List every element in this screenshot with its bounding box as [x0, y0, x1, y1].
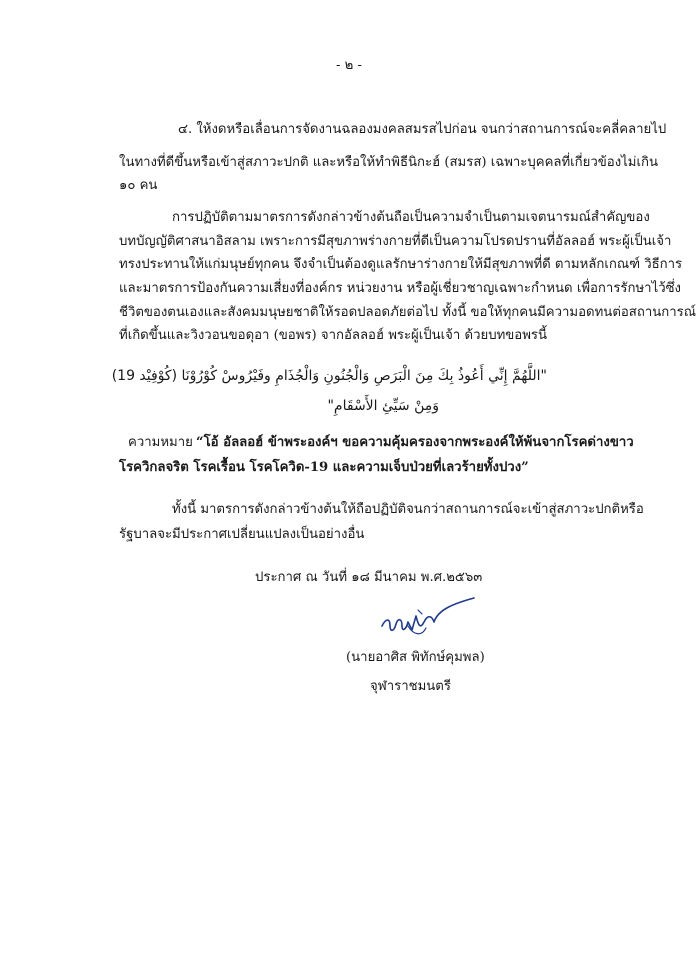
para2-line4: และมาตรการป้องกันความเสี่ยงที่องค์กร หน่วยงาน หรือผู้เชี่ยวชาญเฉพาะกำหนด เพื่อการรักษาไว้ซึ่ง: [119, 281, 682, 296]
para2-line5: ชีวิตของตนเองและสังคมมนุษยชาติให้รอดปลอดภัยต่อไป ทั้งนี้ ขอให้ทุกคนมีความอดทนต่อสถานการณ์: [119, 305, 696, 320]
para2-line2: บทบัญญัติศาสนาอิสลาม เพราะการมีสุขภาพร่างกายที่ดีเป็นความโปรดปรานที่อัลลอฮ์ พระผู้เป็นเจ้า: [119, 234, 672, 249]
para3-line1: ทั้งนี้ มาตรการดังกล่าวข้างต้นให้ถือปฏิบัติจนกว่าสถานการณ์จะเข้าสู่สภาวะปกติหรือ: [172, 502, 644, 517]
meaning-label: ความหมาย: [128, 435, 193, 450]
signer-title: จุฬาราชมนตรี: [370, 679, 451, 694]
meaning-line2: โรควิกลจริต โรคเรื้อน โรคโควิด-19 และความเจ็บป่วยที่เลวร้ายทั้งปวง”: [119, 460, 529, 475]
item4-line1: ๔. ให้งดหรือเลื่อนการจัดงานฉลองมงคลสมรสไปก่อน จนกว่าสถานการณ์จะคลี่คลายไป: [178, 122, 667, 137]
signer-name: (นายอาศิส พิทักษ์คุมพล): [346, 650, 485, 665]
para3-line2: รัฐบาลจะมีประกาศเปลี่ยนแปลงเป็นอย่างอื่น: [119, 527, 365, 542]
para2-line6: ที่เกิดขึ้นและวิงวอนขอดุอา (ขอพร) จากอัลลอฮ์ พระผู้เป็นเจ้า ด้วยบทขอพรนี้: [119, 328, 547, 343]
para2-line1: การปฏิบัติตามมาตรการดังกล่าวข้างต้นถือเป็นความจำเป็นตามเจตนารมณ์สำคัญของ: [172, 210, 650, 225]
item4-line3: ๑๐ คน: [119, 178, 158, 193]
signature-image: [378, 596, 478, 640]
page-number: - ๒ -: [336, 58, 362, 73]
item4-line2: ในทางที่ดีขึ้นหรือเข้าสู่สภาวะปกติ และหรือให้ทำพิธีนิกะฮ์ (สมรส) เฉพาะบุคคลที่เกี่ยวข้องไม่เกิน: [119, 155, 659, 170]
dua-arabic-line2: وَمِنْ سَيِّئِ الأَسْقَامِ": [327, 398, 439, 414]
para2-line3: ทรงประทานให้แก่มนุษย์ทุกคน จึงจำเป็นต้องดูแลรักษาร่างกายให้มีสุขภาพที่ดี ตามหลักเกณฑ์ วิธีการ: [119, 257, 683, 272]
dua-arabic-line1: "اللَّهُمَّ إِنِّي أَعُوذُ بِكَ مِنَ الْبَرَصِ وَالْجُنُونِ وَالْجُذَامِ وفَيْرُوسْ كُوْرُوْنَا (كُوْفِيْد 19): [111, 368, 547, 384]
meaning-line1: “โอ้ อัลลอฮ์ ข้าพระองค์ฯ ขอความคุ้มครองจากพระองค์ให้พ้นจากโรคด่างขาว: [196, 435, 634, 450]
announcement-date: ประกาศ ณ วันที่ ๑๘ มีนาคม พ.ศ.๒๕๖๓: [255, 570, 483, 585]
